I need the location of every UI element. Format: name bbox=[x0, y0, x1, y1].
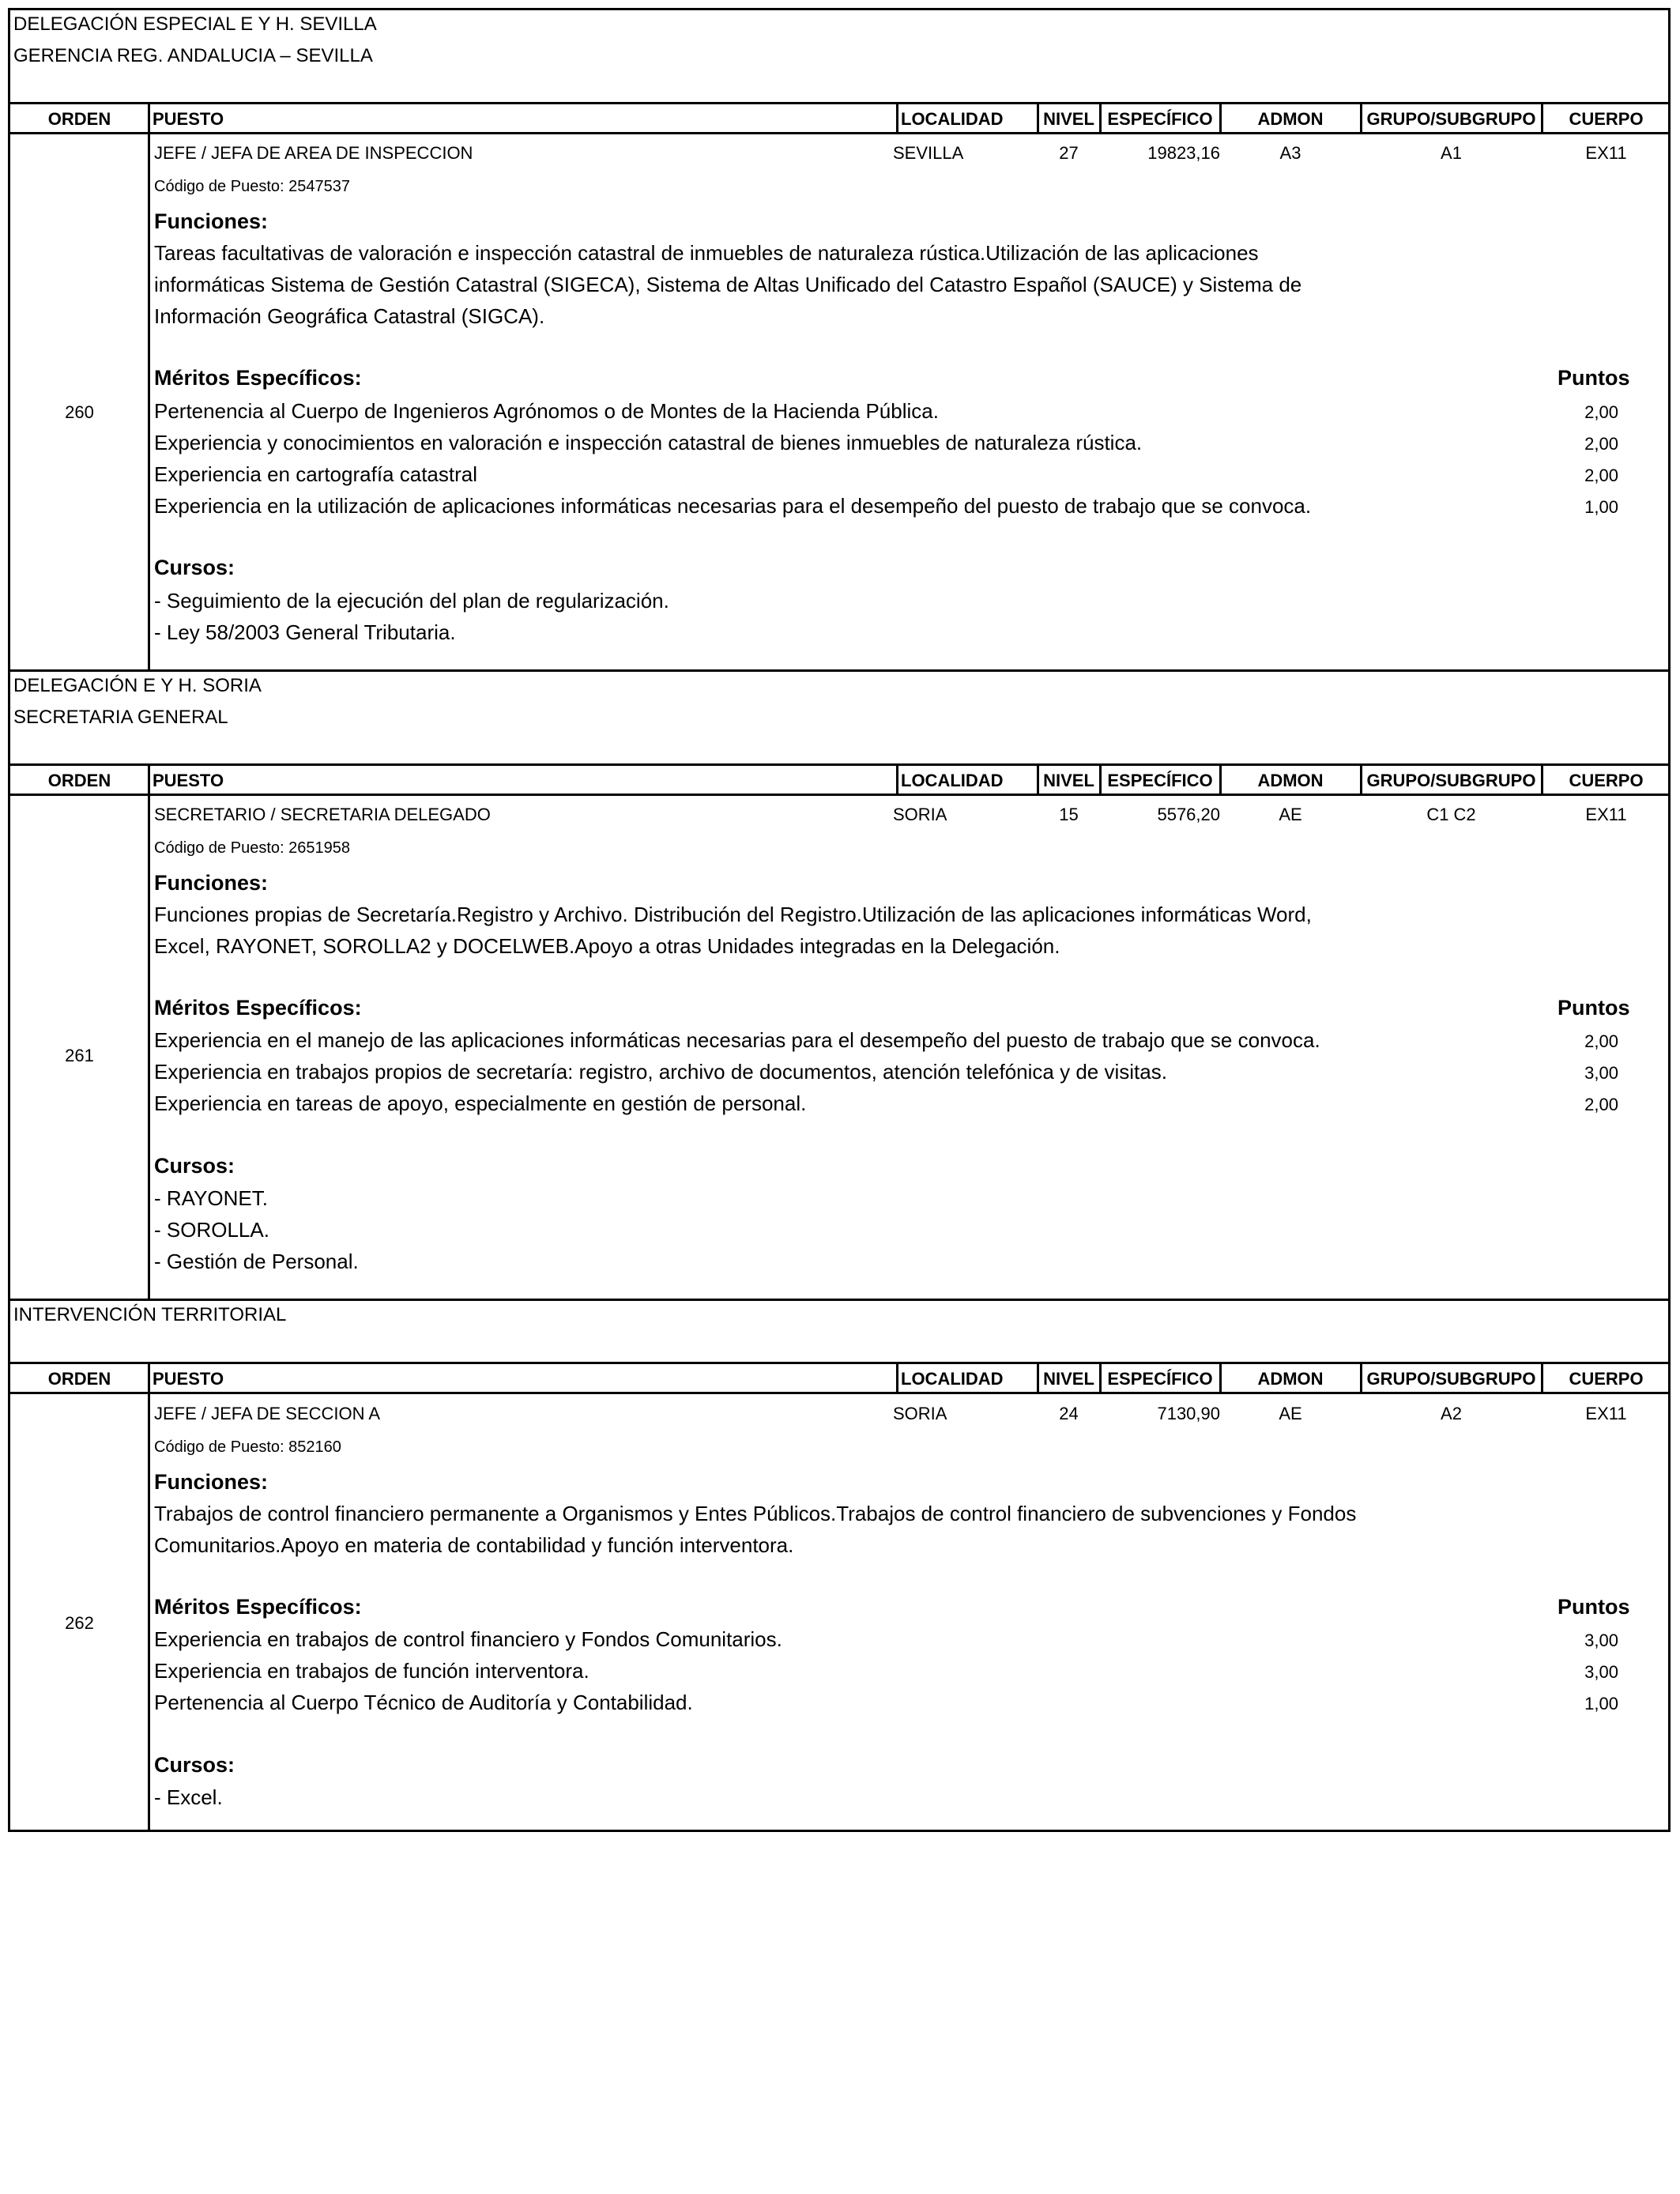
column-header-orden: ORDEN bbox=[47, 109, 111, 129]
merito-points: 3,00 bbox=[1584, 1630, 1618, 1650]
column-header-grupo: GRUPO/SUBGRUPO bbox=[1366, 771, 1536, 790]
column-header-separator bbox=[896, 765, 898, 795]
column-header-grupo: GRUPO/SUBGRUPO bbox=[1366, 109, 1536, 129]
column-header-separator bbox=[1219, 765, 1222, 795]
column-header-separator bbox=[148, 1363, 150, 1393]
column-header-separator bbox=[1037, 765, 1039, 795]
column-header-localidad: LOCALIDAD bbox=[901, 1369, 1004, 1389]
document-table bbox=[8, 8, 1671, 1832]
cursos-heading: Cursos: bbox=[154, 556, 235, 579]
puesto-title: JEFE / JEFA DE AREA DE INSPECCION bbox=[154, 143, 473, 163]
merito-text: Experiencia en el manejo de las aplicaciones informáticas necesarias para el desempeño del puesto de trabajo que se convoca. bbox=[154, 1028, 1320, 1052]
merito-text: Experiencia en la utilización de aplicaciones informáticas necesarias para el desempeño del puesto de trabajo que se convoca. bbox=[154, 494, 1312, 518]
column-header-puesto: PUESTO bbox=[153, 109, 224, 129]
section-header-line: INTERVENCIÓN TERRITORIAL bbox=[13, 1304, 287, 1325]
admon-value: AE bbox=[1279, 805, 1302, 824]
funciones-text-line: Tareas facultativas de valoración e inspección catastral de inmuebles de naturaleza rústica.Utilización de las aplicaciones bbox=[154, 241, 1259, 265]
grupo-value: A2 bbox=[1441, 1404, 1462, 1423]
section-divider bbox=[10, 669, 1668, 672]
merito-text: Experiencia en trabajos propios de secretaría: registro, archivo de documentos, atención telefónica y de visitas. bbox=[154, 1060, 1167, 1084]
puntos-heading: Puntos bbox=[1558, 996, 1630, 1020]
column-header-separator bbox=[1099, 765, 1102, 795]
funciones-text-line: Comunitarios.Apoyo en materia de contabilidad y función interventora. bbox=[154, 1533, 794, 1557]
orden-number: 261 bbox=[65, 1046, 94, 1065]
section-header-line: SECRETARIA GENERAL bbox=[13, 707, 228, 728]
orden-number: 260 bbox=[65, 402, 94, 422]
column-header-separator bbox=[148, 104, 150, 134]
especifico-value: 19823,16 bbox=[1147, 143, 1220, 163]
column-header-especifico: ESPECÍFICO bbox=[1107, 771, 1213, 790]
nivel-value: 15 bbox=[1059, 805, 1079, 824]
column-header-cuerpo: CUERPO bbox=[1569, 109, 1644, 129]
merito-points: 2,00 bbox=[1584, 466, 1618, 485]
meritos-heading: Méritos Específicos: bbox=[154, 1595, 362, 1619]
column-header-localidad: LOCALIDAD bbox=[901, 771, 1004, 790]
curso-item: - Gestión de Personal. bbox=[154, 1250, 359, 1273]
funciones-heading: Funciones: bbox=[154, 209, 269, 233]
funciones-text-line: Excel, RAYONET, SOROLLA2 y DOCELWEB.Apoyo a otras Unidades integradas en la Delegación. bbox=[154, 934, 1060, 958]
cuerpo-value: EX11 bbox=[1585, 143, 1627, 163]
column-header-orden: ORDEN bbox=[47, 771, 111, 790]
column-header-puesto: PUESTO bbox=[153, 771, 224, 790]
cursos-heading: Cursos: bbox=[154, 1154, 235, 1178]
column-header-admon: ADMON bbox=[1257, 109, 1324, 129]
funciones-text-line: informáticas Sistema de Gestión Catastral (SIGECA), Sistema de Altas Unificado del Catastro Español (SAUCE) y Sistema de bbox=[154, 273, 1302, 296]
column-header-separator bbox=[1360, 765, 1362, 795]
funciones-heading: Funciones: bbox=[154, 1470, 269, 1494]
column-header-especifico: ESPECÍFICO bbox=[1107, 109, 1213, 129]
column-header-separator bbox=[1219, 1363, 1222, 1393]
column-header-admon: ADMON bbox=[1257, 1369, 1324, 1389]
column-header-separator bbox=[1037, 104, 1039, 134]
column-header-separator bbox=[1541, 765, 1543, 795]
merito-points: 1,00 bbox=[1584, 1694, 1618, 1713]
orden-number: 262 bbox=[65, 1613, 94, 1633]
column-header-grupo: GRUPO/SUBGRUPO bbox=[1366, 1369, 1536, 1389]
column-header-separator bbox=[896, 1363, 898, 1393]
merito-points: 1,00 bbox=[1584, 497, 1618, 517]
column-header-separator bbox=[1541, 1363, 1543, 1393]
grupo-value: A1 bbox=[1441, 143, 1462, 163]
column-header-nivel: NIVEL bbox=[1043, 771, 1094, 790]
curso-item: - Seguimiento de la ejecución del plan de regularización. bbox=[154, 589, 669, 613]
merito-text: Experiencia en trabajos de control financiero y Fondos Comunitarios. bbox=[154, 1627, 782, 1651]
especifico-value: 5576,20 bbox=[1157, 805, 1220, 824]
column-header-orden: ORDEN bbox=[47, 1369, 111, 1389]
codigo-de-puesto: Código de Puesto: 2651958 bbox=[154, 839, 350, 857]
puntos-heading: Puntos bbox=[1558, 1595, 1630, 1619]
especifico-value: 7130,90 bbox=[1157, 1404, 1220, 1423]
column-header-puesto: PUESTO bbox=[153, 1369, 224, 1389]
merito-text: Experiencia en trabajos de función interventora. bbox=[154, 1659, 590, 1683]
merito-text: Experiencia y conocimientos en valoración e inspección catastral de bienes inmuebles de naturaleza rústica. bbox=[154, 431, 1143, 454]
merito-points: 2,00 bbox=[1584, 402, 1618, 422]
column-header-separator bbox=[1219, 104, 1222, 134]
puntos-heading: Puntos bbox=[1558, 366, 1630, 390]
merito-points: 2,00 bbox=[1584, 1095, 1618, 1114]
column-header-separator bbox=[1037, 1363, 1039, 1393]
localidad-value: SORIA bbox=[893, 805, 947, 824]
cuerpo-value: EX11 bbox=[1585, 1404, 1627, 1423]
funciones-text-line: Trabajos de control financiero permanente a Organismos y Entes Públicos.Trabajos de control financiero de subvenciones y Fondos bbox=[154, 1502, 1357, 1525]
localidad-value: SEVILLA bbox=[893, 143, 964, 163]
column-header-separator bbox=[1099, 1363, 1102, 1393]
column-header-separator bbox=[1541, 104, 1543, 134]
merito-points: 2,00 bbox=[1584, 1031, 1618, 1051]
merito-text: Pertenencia al Cuerpo de Ingenieros Agrónomos o de Montes de la Hacienda Pública. bbox=[154, 399, 939, 423]
puesto-title: JEFE / JEFA DE SECCION A bbox=[154, 1404, 381, 1423]
localidad-value: SORIA bbox=[893, 1404, 947, 1423]
column-header-admon: ADMON bbox=[1257, 771, 1324, 790]
column-header-nivel: NIVEL bbox=[1043, 1369, 1094, 1389]
section-header-line: GERENCIA REG. ANDALUCIA – SEVILLA bbox=[13, 45, 373, 66]
column-header-separator bbox=[1360, 1363, 1362, 1393]
admon-value: AE bbox=[1279, 1404, 1302, 1423]
merito-text: Pertenencia al Cuerpo Técnico de Auditoría y Contabilidad. bbox=[154, 1691, 693, 1714]
funciones-text-line: Información Geográfica Catastral (SIGCA). bbox=[154, 304, 545, 328]
curso-item: - RAYONET. bbox=[154, 1186, 268, 1210]
curso-item: - Excel. bbox=[154, 1785, 223, 1809]
merito-points: 2,00 bbox=[1584, 434, 1618, 454]
curso-item: - Ley 58/2003 General Tributaria. bbox=[154, 620, 456, 644]
puesto-title: SECRETARIO / SECRETARIA DELEGADO bbox=[154, 805, 491, 824]
meritos-heading: Méritos Específicos: bbox=[154, 366, 362, 390]
merito-text: Experiencia en tareas de apoyo, especialmente en gestión de personal. bbox=[154, 1091, 807, 1115]
nivel-value: 24 bbox=[1059, 1404, 1079, 1423]
codigo-de-puesto: Código de Puesto: 852160 bbox=[154, 1438, 341, 1456]
merito-text: Experiencia en cartografía catastral bbox=[154, 462, 477, 486]
column-header-nivel: NIVEL bbox=[1043, 109, 1094, 129]
column-header-separator bbox=[1360, 104, 1362, 134]
column-header-cuerpo: CUERPO bbox=[1569, 1369, 1644, 1389]
funciones-text-line: Funciones propias de Secretaría.Registro y Archivo. Distribución del Registro.Utilización de las aplicaciones informáticas Word, bbox=[154, 903, 1312, 926]
section-header-line: DELEGACIÓN ESPECIAL E Y H. SEVILLA bbox=[13, 13, 377, 35]
curso-item: - SOROLLA. bbox=[154, 1218, 269, 1242]
funciones-heading: Funciones: bbox=[154, 871, 269, 895]
column-header-separator bbox=[148, 765, 150, 795]
codigo-de-puesto: Código de Puesto: 2547537 bbox=[154, 178, 350, 195]
cursos-heading: Cursos: bbox=[154, 1753, 235, 1777]
grupo-value: C1 C2 bbox=[1426, 805, 1476, 824]
column-header-especifico: ESPECÍFICO bbox=[1107, 1369, 1213, 1389]
column-header-cuerpo: CUERPO bbox=[1569, 771, 1644, 790]
cuerpo-value: EX11 bbox=[1585, 805, 1627, 824]
meritos-heading: Méritos Específicos: bbox=[154, 996, 362, 1020]
section-header-line: DELEGACIÓN E Y H. SORIA bbox=[13, 675, 262, 696]
nivel-value: 27 bbox=[1059, 143, 1079, 163]
merito-points: 3,00 bbox=[1584, 1662, 1618, 1682]
merito-points: 3,00 bbox=[1584, 1063, 1618, 1083]
column-header-localidad: LOCALIDAD bbox=[901, 109, 1004, 129]
column-header-separator bbox=[896, 104, 898, 134]
section-divider bbox=[10, 1299, 1668, 1301]
admon-value: A3 bbox=[1279, 143, 1301, 163]
column-header-separator bbox=[1099, 104, 1102, 134]
